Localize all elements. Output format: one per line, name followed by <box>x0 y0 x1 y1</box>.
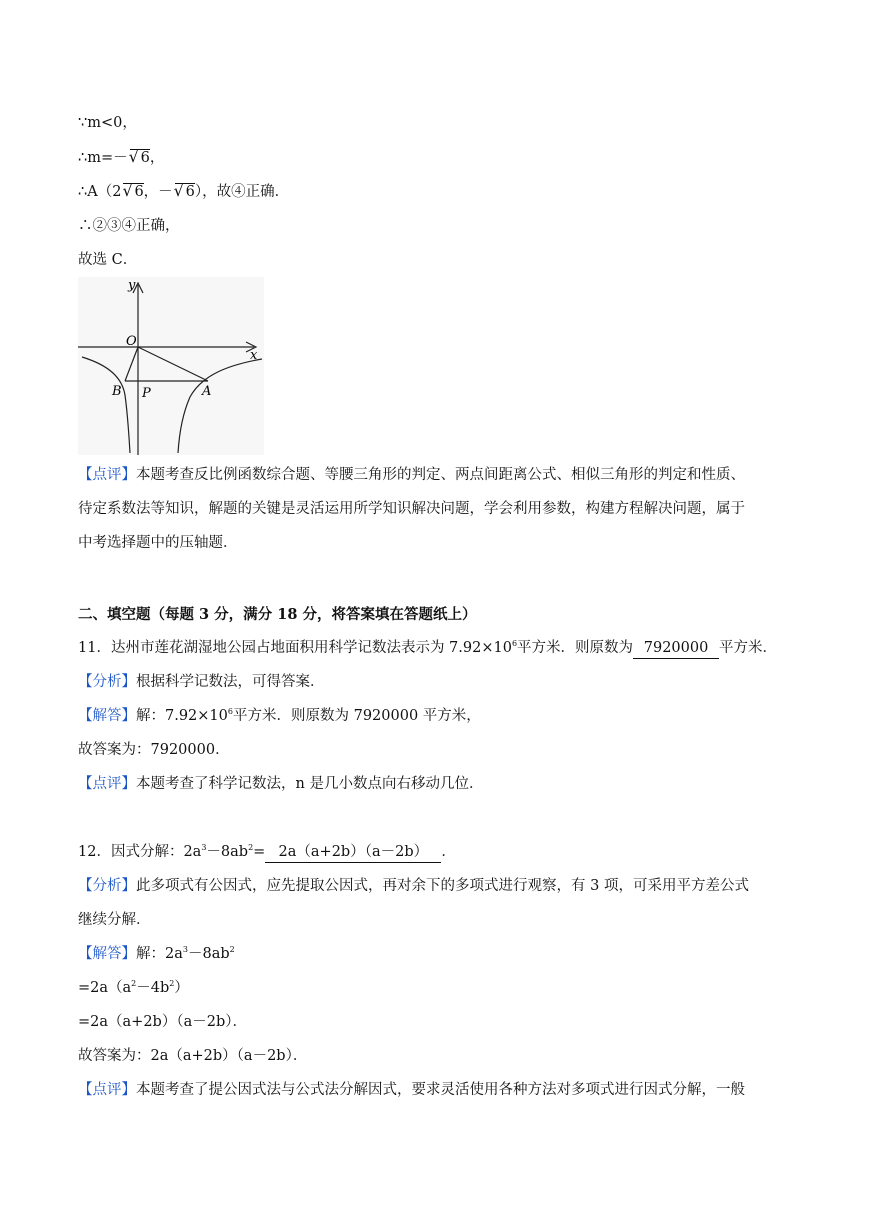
point-p-label: P <box>142 386 151 401</box>
line3-mid: ，－ <box>143 184 173 200</box>
q11-stem-post: 平方米． <box>719 640 778 656</box>
q12-analysis-line2: 继续分解． <box>78 912 151 928</box>
q12-step1 <box>78 978 189 998</box>
sqrt-6-b: √ 6 <box>175 183 195 201</box>
q11-solution-exp: 6 <box>227 707 233 716</box>
q11-comment-text: 本题考查了科学记数法，n 是几小数点向右移动几位． <box>136 776 484 792</box>
sqrt-6-a: √ 6 <box>123 183 143 201</box>
q11-analysis-text: 根据科学记数法，可得答案． <box>136 674 325 690</box>
q12-solution-tag: 【解答】 <box>78 946 136 962</box>
q12-sol-exp2: 2 <box>229 945 235 954</box>
comment1-line3: 中考选择题中的压轴题． <box>78 535 238 551</box>
q12-stem-post: ． <box>441 844 456 860</box>
q11-stem-exp: 6 <box>511 639 518 648</box>
graph-background <box>78 277 264 455</box>
q12-sol-pre: 解：2a <box>136 946 183 962</box>
q11-analysis <box>78 672 325 692</box>
q11-comment-tag: 【点评】 <box>78 776 136 792</box>
q12-step2: =2a（a+2b）（a－2b）． <box>78 1014 247 1030</box>
sqrt-6: √ 6 <box>130 149 150 167</box>
point-a-label: A <box>202 384 212 399</box>
q12-stem-mid: －8ab <box>206 844 249 860</box>
q11-stem-pre: 11．达州市莲花湖湿地公园占地面积用科学记数法表示为 7.92×10 <box>78 640 512 656</box>
q12-step1-exp2: 2 <box>169 979 175 988</box>
q11-stem <box>78 638 777 659</box>
solution-line-2 <box>78 148 164 168</box>
q11-solution-pre: 解：7.92×10 <box>136 708 228 724</box>
q12-stem-eq: = <box>253 844 266 860</box>
q11-solution-tag: 【解答】 <box>78 708 136 724</box>
comment1-line1 <box>78 465 745 485</box>
line2-suffix: ， <box>149 150 165 166</box>
point-b-label: B <box>112 384 122 399</box>
solution-line-4: ∴②③④正确， <box>78 218 180 234</box>
q12-stem <box>78 842 456 863</box>
line2-prefix: ∴m=－ <box>78 150 128 166</box>
q12-analysis-line1 <box>78 876 749 896</box>
q12-step1-pre: =2a（a <box>78 980 132 996</box>
solution-line-5: 故选 C． <box>78 252 138 268</box>
comment1-tag: 【点评】 <box>78 467 136 483</box>
q11-comment <box>78 774 483 794</box>
q12-solution <box>78 944 235 964</box>
line3-prefix: ∴A（2 <box>78 184 122 200</box>
line3-suffix: ），故④正确． <box>194 184 290 200</box>
q12-stem-exp1: 3 <box>201 843 207 852</box>
hyperbola-graph <box>78 277 264 455</box>
q12-step1-mid: －4b <box>136 980 170 996</box>
q12-stem-exp2: 2 <box>248 843 254 852</box>
q12-stem-pre: 12．因式分解：2a <box>78 844 202 860</box>
y-label: y <box>128 278 136 293</box>
comment1-text1: 本题考查反比例函数综合题、等腰三角形的判定、两点间距离公式、相似三角形的判定和性质、 <box>136 467 745 483</box>
q12-step1-exp1: 2 <box>131 979 137 988</box>
q12-answer: 2a（a+2b）（a－2b） <box>265 842 441 863</box>
q12-final: 故答案为：2a（a+2b）（a－2b）． <box>78 1048 308 1064</box>
q12-step1-post: ） <box>174 980 189 996</box>
origin-label: O <box>126 334 137 349</box>
q11-answer: 7920000 <box>633 638 719 659</box>
q11-analysis-tag: 【分析】 <box>78 674 136 690</box>
solution-line-1: ∵m<0， <box>78 115 137 131</box>
q12-sol-exp1: 3 <box>182 945 188 954</box>
x-label: x <box>250 348 258 363</box>
solution-line-3 <box>78 182 289 202</box>
q11-final: 故答案为：7920000． <box>78 742 230 758</box>
q12-comment <box>78 1080 745 1100</box>
comment1-line2: 待定系数法等知识，解题的关键是灵活运用所学知识解决问题，学会利用参数，构建方程解决问题，属于 <box>78 501 745 517</box>
q11-solution-post: 平方米．则原数为 7920000 平方米， <box>232 708 481 724</box>
q12-sol-mid: －8ab <box>187 946 230 962</box>
q12-comment-tag: 【点评】 <box>78 1082 136 1098</box>
q12-comment-text: 本题考查了提公因式法与公式法分解因式，要求灵活使用各种方法对多项式进行因式分解，一般 <box>136 1082 745 1098</box>
q11-solution <box>78 706 481 726</box>
section-heading: 二、填空题（每题 3 分，满分 18 分，将答案填在答题纸上） <box>78 606 477 623</box>
q12-analysis-text1: 此多项式有公因式，应先提取公因式，再对余下的多项式进行观察，有 3 项，可采用平方差公式 <box>136 878 749 894</box>
q12-analysis-tag: 【分析】 <box>78 878 136 894</box>
q11-stem-mid: 平方米．则原数为 <box>517 640 634 656</box>
